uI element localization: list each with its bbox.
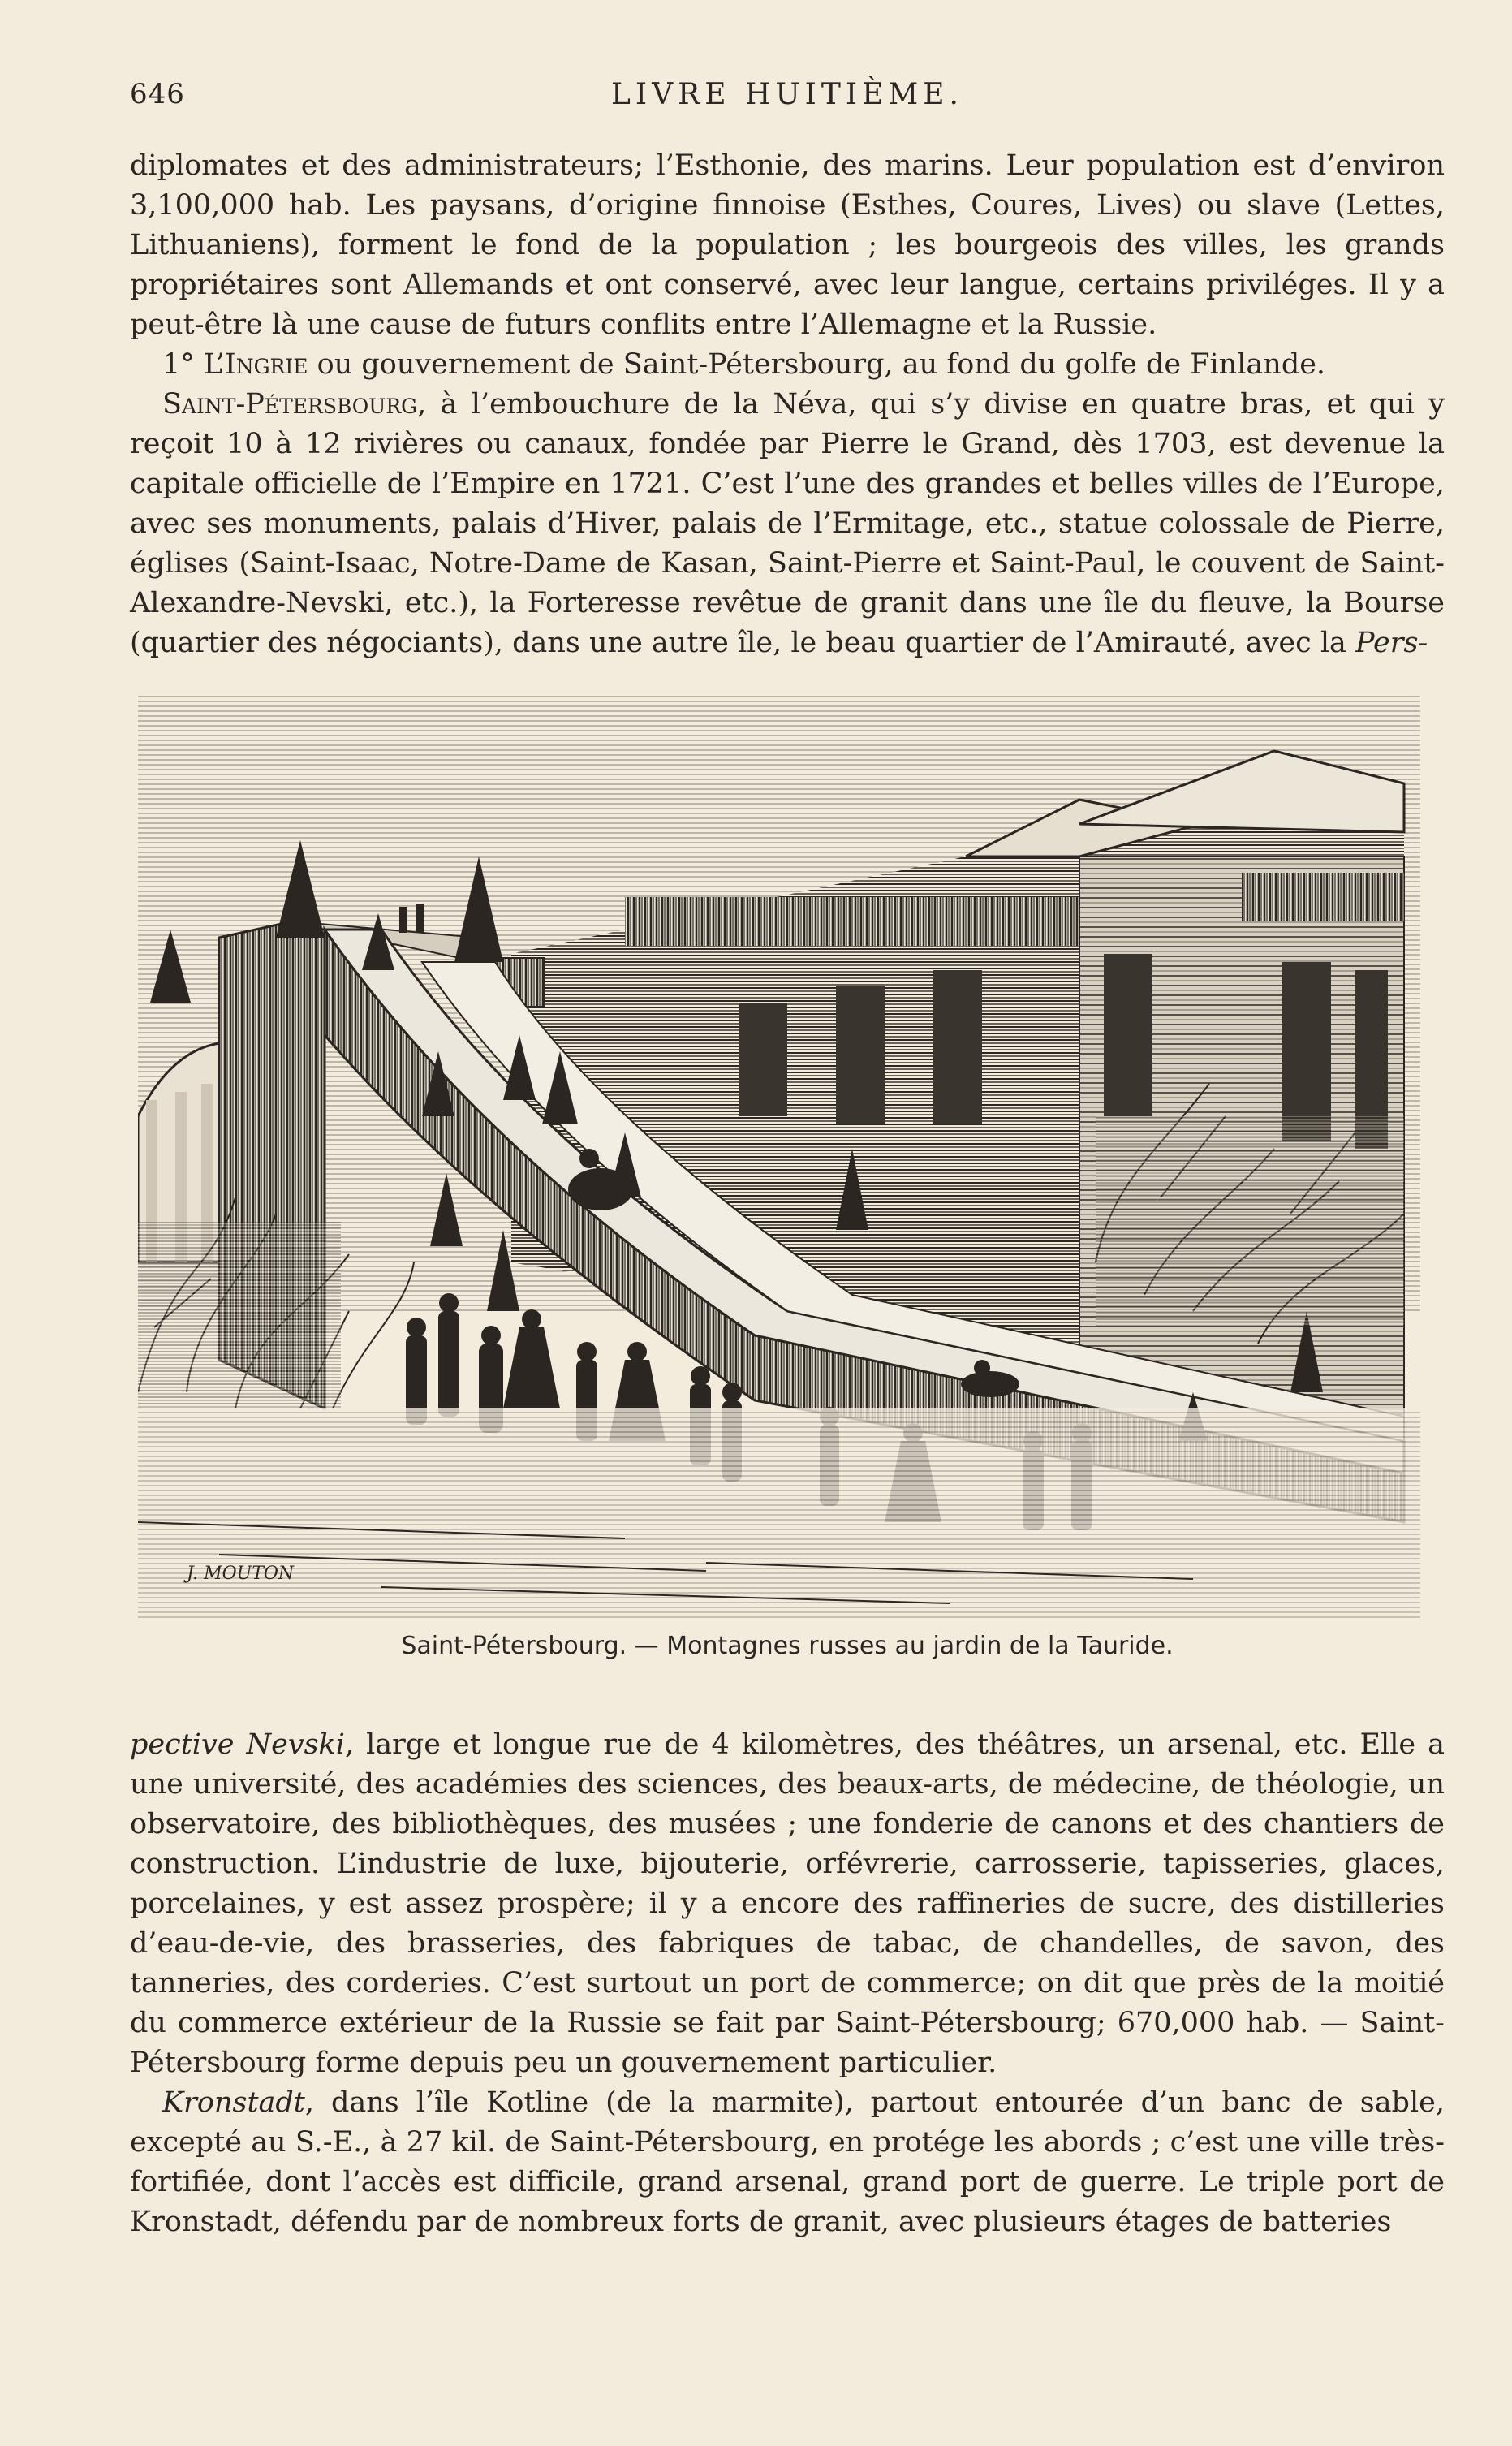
section-heading: L’Ingrie xyxy=(203,348,308,381)
top-text-block xyxy=(130,146,1445,663)
bottom-text-block xyxy=(130,1725,1445,2242)
page-number: 646 xyxy=(130,78,185,110)
paragraph-text: diplomates et des administrateurs; l’Esthonie, des marins. Leur population est d’environ 3,100,000 hab. Les paysans, d’origine finnoise (Esthes, Coures, Lives) ou slave (Lettes, Lithuaniens), forment le fond de la population ; les bourgeois des villes, les grands propriétaires sont Allemands et ont conservé, avec leur langue, certains priviléges. Il y a peut-être là une cause de futurs conflits entre l’Allemagne et la Russie. xyxy=(130,149,1445,341)
paragraph-kronstadt xyxy=(130,2083,1445,2242)
paragraph-text: , large et longue rue de 4 kilomètres, des théâtres, un arsenal, etc. Elle a une université, des académies des sciences, des beaux-arts, de médecine, de théologie, un observatoire, des bibliothèques, des musées ; une fonderie de canons et des chantiers de construction. L’industrie de luxe, bijouterie, orfévrerie, carrosserie, tapisseries, glaces, porcelaines, y est assez prospère; il y a encore des raffineries de sucre, des distilleries d’eau-de-vie, des brasseries, des fabriques de tabac, de chandelles, de savon, des tanneries, des corderies. C’est surtout un port de commerce; on dit que près de la moitié du commerce extérieur de la Russie se fait par Saint-Pétersbourg; 670,000 hab. — Saint-Pétersbourg forme depuis peu un gouvernement particulier. xyxy=(130,1728,1445,2079)
bush-shading xyxy=(138,1222,341,1408)
paragraph-ingrie xyxy=(130,345,1445,385)
paragraph-saint-petersbourg xyxy=(130,385,1445,663)
italic-text: pective Nevski xyxy=(130,1728,345,1761)
snowy-ground xyxy=(138,1408,1420,1620)
section-number: 1° xyxy=(162,348,204,381)
italic-text: Kronstadt xyxy=(162,2086,305,2119)
paragraph-text: ou gouvernement de Saint-Pétersbourg, au fond du golfe de Finlande. xyxy=(308,348,1326,381)
italic-text: Pers- xyxy=(1355,627,1428,659)
tree-shading xyxy=(1096,1116,1404,1327)
paragraph-text: , dans l’île Kotline (de la marmite), partout entourée d’un banc de sable, excepté au S.-E., à 27 kil. de Saint-Pétersbourg, en protége les abords ; c’est une ville très-fortifiée, dont l’accès est difficile, grand arsenal, grand port de guerre. Le triple port de Kronstadt, défendu par de nombreux forts de granit, avec plusieurs étages de batteries xyxy=(130,2086,1445,2238)
page-header xyxy=(130,78,1445,127)
russian-mountains-engraving xyxy=(138,694,1420,1620)
paragraph-esthonie xyxy=(130,146,1445,345)
city-heading: Saint-Pétersbourg xyxy=(162,388,418,421)
paragraph-perspective-nevski xyxy=(130,1725,1445,2083)
engraving-illustration xyxy=(138,694,1420,1620)
paragraph-text: , à l’embouchure de la Néva, qui s’y divise en quatre bras, et qui y reçoit 10 à 12 rivières ou canaux, fondée par Pierre le Grand, dès 1703, est devenue la capitale officielle de l’Empire en 1721. C’est l’une des grandes et belles villes de l’Europe, avec ses monuments, palais d’Hiver, palais de l’Ermitage, etc., statue colossale de Pierre, églises (Saint-Isaac, Notre-Dame de Kasan, Saint-Pierre et Saint-Paul, le couvent de Saint-Alexandre-Nevski, etc.), la Forteresse revêtue de granit dans une île du fleuve, la Bourse (quartier des négociants), dans une autre île, le beau quartier de l’Amirauté, avec la xyxy=(130,388,1445,659)
figure-caption: Saint-Pétersbourg. — Montagnes russes au jardin de la Tauride. xyxy=(401,1632,1174,1660)
running-title: LIVRE HUITIÈME. xyxy=(610,78,963,111)
engraver-signature: J. MOUTON xyxy=(187,1564,295,1584)
